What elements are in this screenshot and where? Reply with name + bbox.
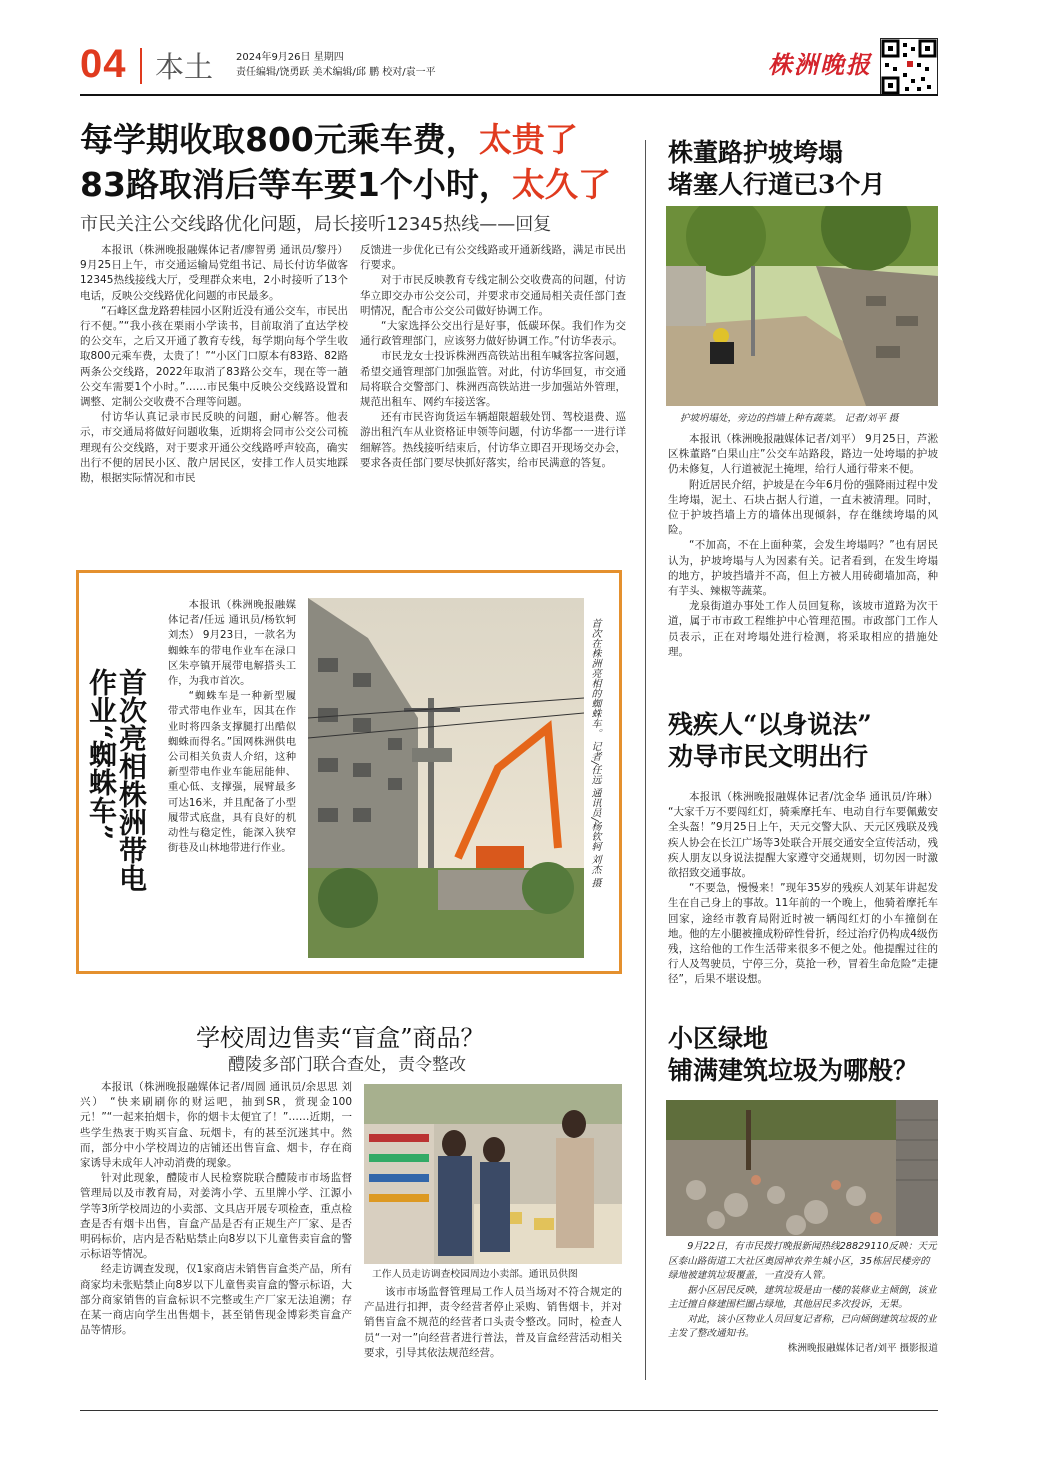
editors-line: 责任编辑/饶勇跃 美术编辑/邱 鹏 校对/袁一平 [236,67,436,78]
headline-part: 每学期收取800元乘车费， [80,120,479,159]
lead-column-1 [80,243,348,563]
paragraph: “蜘蛛车是一种新型履带式带电作业车，因其在作业时将四条支撑腿打出酷似蜘蛛而得名。”国网株洲供电公司相关负责人介绍，这种新型带电作业车能屈能伸、重心低、支撑强，展臂最多可达16米，并且配备了小型履带式底盘，具有良好的机动性与稳定性，能深入狭窄街巷及山林地带进行作业。 [168,690,296,855]
slope-body [668,432,938,684]
paragraph: 反馈进一步优化已有公交线路或开通新线路，满足市民出行要求。 [360,244,626,272]
masthead-meta [236,50,436,80]
page-number: 04 [80,42,127,86]
qr-code-icon [880,38,938,96]
disabled-title-line2: 劝导市民文明出行 [668,742,869,771]
green-credit: 株洲晚报融媒体记者/刘平 摄影报道 [787,1342,938,1354]
headline-highlight: 太贵了 [478,120,578,159]
date-line: 2024年9月26日 星期四 [236,52,344,63]
footer-rule [80,1410,938,1411]
paragraph: 本报讯（株洲晚报融媒体记者/周圆 通讯员/余思思 刘兴） “快来刷刷你的财运吧，抽到SR，赏现金100元！”“一起来拍烟卡，你的烟卡太便宜了！”……近期，一些学生热衷于购买盲盒、玩烟卡，有的甚至沉迷其中。然而，部分中小学校周边的店铺还出售盲盒、烟卡，存在商家诱导未成年人冲动消费的现象。 [80,1081,352,1170]
paragraph: 还有市民咨询货运车辆超限超载处罚、驾校退费、巡游出租汽车从业资格证申领等问题，付访华都一一进行详细解答。热线接听结束后，付访华立即召开现场交办会，要求各责任部门要尽快抓好落实，给市民满意的答复。 [360,411,626,469]
blindbox-subtitle: 醴陵多部门联合查处，责令整改 [228,1055,466,1075]
paragraph: 本报讯（株洲晚报融媒体记者/沈金华 通讯员/许琳） “大家千万不要闯红灯，骑乘摩托车、电动自行车要佩戴安全头盔！”9月25日上午，天元交警大队、天元区残联及残疾人协会在长江广场等3处联合开展交通安全宣传活动，残疾人朋友以身说法提醒大家遵守交通规则，切勿因一时激欲招致交通事故。 [668,791,938,880]
lead-headline-line1 [80,118,578,162]
paragraph: “石峰区盘龙路碧桂园小区附近没有通公交车，市民出行不便。”“我小孩在栗雨小学读书，目前取消了直达学校的公交车，之后又开通了教育专线，每学期向每个学生收取800元乘车费，太贵了！”“小区门口原本有83路、82路两条公交线路，2022年取消了83路公交车，现在等一趟公交车需要1个小时。”……市民集中反映公交线路设置和调整、定制公交收费不合理等问题。 [80,304,348,409]
paragraph: 针对此现象，醴陵市人民检察院联合醴陵市市场监督管理局以及市教育局，对姜湾小学、五里牌小学、江源小学等3所学校周边的小卖部、文具店开展专项检查，重点检查是否有烟卡出售，盲盒产品是否有正规生产厂家、是否明码标价，店内是否粘贴禁止向8岁以下儿童售卖盲盒的警示标语等情况。 [80,1172,352,1261]
spider-truck-photo [308,598,584,958]
spider-caption: 首次在株洲亮相的蜘蛛车。 记者/任远 通讯员/杨钦轲 刘杰 摄 [589,618,600,888]
paragraph: 对此，该小区物业人员回复记者称，已向倾倒建筑垃圾的业主发了整改通知书。 [668,1313,937,1339]
disabled-title-line1: 残疾人“以身说法” [668,710,872,739]
blindbox-column-2 [364,1285,622,1380]
slope-title-line1: 株董路护坡垮塌 [668,138,844,167]
blindbox-caption: 工作人员走访调查校园周边小卖部。通讯员供图 [372,1269,578,1280]
paragraph: 市民龙女士投诉株洲西高铁站出租车喊客拉客问题，希望交通管理部门加强监管。对此，付访华回复，市交通局将联合交警部门、株洲西高铁站进一步加强站外管理，规范出租车、网约车接送客。 [360,350,626,409]
blindbox-title: 学校周边售卖“盲盒”商品？ [196,1024,485,1052]
paragraph: 本报讯（株洲晚报融媒体记者/刘平） 9月25日，芦淞区株董路“白果山庄”公交车站路段，路边一处垮塌的护坡仍未修复，人行道被泥土掩埋，给行人通行带来不便。 [668,433,938,476]
blindbox-photo [364,1084,622,1264]
lead-column-2 [360,243,626,563]
disabled-body [668,790,938,1018]
paragraph: 龙泉街道办事处工作人员回复称，该坡市道路为次干道，属于市市政工程维护中心管理范围。市政部门工作人员表示，正在对垮塌处进行检测，将采取相应的措施处理。 [668,600,938,658]
masthead-rule [80,94,938,96]
section-name: 本土 [155,50,214,84]
paragraph: 付访华认真记录市民反映的问题，耐心解答。他表示，市交通局将做好问题收集，近期将会同市公交公司梳理现有公交线路，对于要求开通公交线路呼声较高，确实出行不便的居民小区、散户居民区，安排工作人员实地踩勘，根据实际情况和市民 [80,411,348,485]
spider-body [168,598,296,958]
headline-highlight: 太久了 [511,165,611,204]
paragraph: “不要急，慢慢来！”现年35岁的残疾人刘某年讲起发生在自己身上的事故。11年前的一个晚上，他骑着摩托车回家，途经市教育局附近时被一辆闯红灯的小车撞倒在地。他的左小腿被撞成粉碎性骨折，经过治疗仍构成4级伤残，这给他的工作生活带来很多不便之处。他提醒过往的行人及驾驶员，宁停三分，莫抢一秒，冒着生命危险“走捷径”，后果不堪设想。 [668,882,938,986]
paragraph: “不加高，不在上面种菜，会发生垮塌吗？”也有居民认为，护坡垮塌与人为因素有关。记者看到，在发生垮塌的地方，护坡挡墙并不高，但上方被人用砖砌墙加高，种有芋头、辣椒等蔬菜。 [668,539,938,598]
green-title-line2: 铺满建筑垃圾为哪般？ [668,1056,919,1085]
masthead-divider [140,48,142,84]
green-photo [666,1100,938,1236]
slope-photo [666,206,938,406]
paragraph: 经走访调查发现，仅1家商店未销售盲盒类产品，所有商家均未张贴禁止向8岁以下儿童售卖盲盒的警示标语，大部分商家销售的盲盒标识不完整或生产厂家无法追溯；存在某一商店向学生出售烟卡，甚至销售现金博彩类盲盒产品等情形。 [80,1263,352,1337]
lead-subtitle: 市民关注公交线路优化问题，局长接听12345热线——回复 [80,214,552,235]
paragraph: 9月22日，有市民拨打晚报新闻热线28829110反映：天元区泰山路街道工大社区奥园神农养生城小区，35栋居民楼旁的绿地被建筑垃圾覆盖，一直没有人管。 [668,1241,937,1281]
paragraph: 本报讯（株洲晚报融媒体记者/任远 通讯员/杨钦轲 刘杰） 9月23日，一款名为蜘蛛车的带电作业车在渌口区朱亭镇开展带电解搭头工作，为我市首次。 [168,599,296,688]
blindbox-column-1 [80,1080,352,1380]
spider-title: 首次亮相株洲带电作业“蜘蛛车” [85,668,148,892]
paragraph: 本报讯（株洲晚报融媒体记者/廖智勇 通讯员/黎丹） 9月25日上午，市交通运输局党组书记、局长付访华做客12345热线接线大厅，受理群众来电，2小时接听了13个电话，反映公交线路优化问题的市民最多。 [80,244,348,302]
headline-part: 83路取消后等车要1个小时， [80,165,512,204]
slope-caption: 护坡坍塌处，旁边的挡墙上种有蔬菜。 记者/刘平 摄 [680,413,899,424]
paragraph: 附近居民介绍，护坡是在今年6月份的强降雨过程中发生垮塌，泥土、石块占据人行道，一直未被清理。同时，位于护坡挡墙上方的墙体出现倾斜，存在继续垮塌的风险。 [668,478,938,537]
newspaper-logo: 株洲晚报 [768,50,872,79]
green-caption [668,1240,938,1380]
green-title-line1: 小区绿地 [668,1024,769,1053]
paragraph: “大家选择公交出行是好事，低碳环保。我们作为交通行政管理部门，应该努力做好协调工作。”付访华表示。 [360,320,626,348]
column-divider [645,140,646,1380]
lead-headline-line2 [80,163,611,207]
paragraph: 据小区居民反映，建筑垃圾是由一楼的装修业主倾倒，该业主迁擅自修建围栏圈占绿地，其他居民多次投诉，无果。 [668,1284,937,1310]
slope-title-line2: 堵塞人行道已3个月 [668,170,886,199]
paragraph: 对于市民反映教育专线定制公交收费高的问题，付访华立即交办市公交公司，并要求市交通局相关责任部门查明情况，配合市公交公司做好协调工作。 [360,274,626,317]
paragraph: 该市市场监督管理局工作人员当场对不符合规定的产品进行扣押，责令经营者停止采购、销售烟卡，并对销售盲盒不规范的经营者口头责令整改。同时，检查人员“一对一”向经营者进行普法，普及盲盒经营活动相关要求，引导其依法规范经营。 [364,1286,622,1359]
